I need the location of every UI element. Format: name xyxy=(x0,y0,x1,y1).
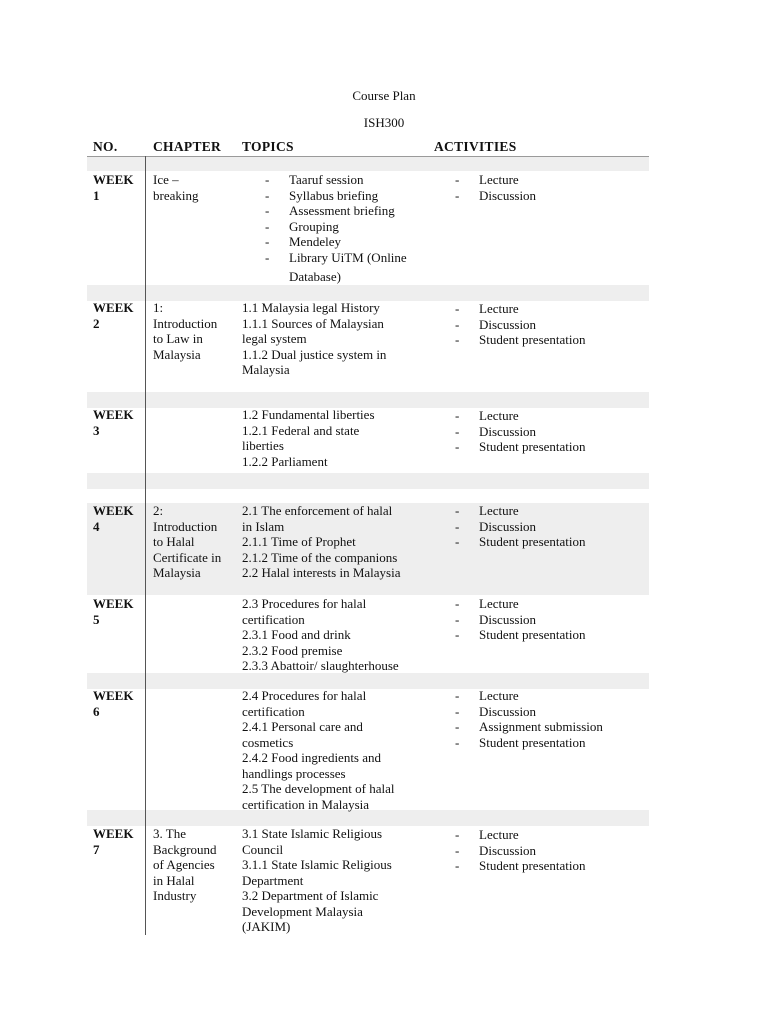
activity-item: - Lecture xyxy=(455,503,586,519)
topics-cell: 2.1 The enforcement of halal in Islam 2.1.1 Time of Prophet 2.1.2 Time of the companions 2.2 Halal interests in Malaysia xyxy=(242,503,401,580)
chapter-cell: 1: Introduction to Law in Malaysia xyxy=(153,300,218,362)
topic-item: - Taaruf session xyxy=(265,172,407,188)
header-activities: ACTIVITIES xyxy=(434,139,517,154)
topics-cell: 2.3 Procedures for halal certification 2.3.1 Food and drink 2.3.2 Food premise 2.3.3 Abattoir/ slaughterhouse xyxy=(242,596,399,673)
topics-cell: 1.1 Malaysia legal History 1.1.1 Sources of Malaysian legal system 1.1.2 Dual justice system in Malaysia xyxy=(242,300,387,377)
activity-item: - Lecture xyxy=(455,827,586,843)
activity-item: - Student presentation xyxy=(455,439,586,455)
column-divider xyxy=(145,156,146,935)
topic-item: - Syllabus briefing xyxy=(265,188,407,204)
activity-item: - Student presentation xyxy=(455,534,586,550)
activities-list xyxy=(455,503,586,550)
activity-item: - Assignment submission xyxy=(455,719,603,735)
activity-item: - Lecture xyxy=(455,408,586,424)
topic-continuation: Database) xyxy=(289,269,341,284)
activity-item: - Student presentation xyxy=(455,332,586,348)
activity-item: - Discussion xyxy=(455,704,603,720)
activity-item: - Lecture xyxy=(455,688,603,704)
activities-list xyxy=(455,172,536,203)
week-label: WEEK 6 xyxy=(93,688,134,719)
document-title: Course Plan xyxy=(352,88,416,103)
activity-item: - Discussion xyxy=(455,317,586,333)
row-separator xyxy=(87,157,649,171)
activity-item: - Discussion xyxy=(455,519,586,535)
topic-item: - Mendeley xyxy=(265,234,407,250)
week-label: WEEK 1 xyxy=(93,172,134,203)
week-label: WEEK 7 xyxy=(93,826,134,857)
topics-cell: 3.1 State Islamic Religious Council 3.1.1 State Islamic Religious Department 3.2 Department of Islamic Development Malaysia (JAKIM) xyxy=(242,826,392,934)
activities-list xyxy=(455,408,586,455)
header-chapter: CHAPTER xyxy=(153,139,222,154)
week-label: WEEK 5 xyxy=(93,596,134,627)
activity-item: - Lecture xyxy=(455,172,536,188)
topic-item: - Assessment briefing xyxy=(265,203,407,219)
topics-cell: 2.4 Procedures for halal certification 2.4.1 Personal care and cosmetics 2.4.2 Food ingredients and handlings processes 2.5 The development of halal certification in Malaysia xyxy=(242,688,395,812)
topic-item: - Grouping xyxy=(265,219,407,235)
activity-item: - Lecture xyxy=(455,301,586,317)
activity-item: - Student presentation xyxy=(455,735,603,751)
chapter-cell: Ice – breaking xyxy=(153,172,199,203)
course-code: ISH300 xyxy=(363,115,405,130)
activity-item: - Student presentation xyxy=(455,627,586,643)
topics-bullet-list xyxy=(265,172,407,265)
activity-item: - Discussion xyxy=(455,843,586,859)
activities-list xyxy=(455,301,586,348)
activity-item: - Discussion xyxy=(455,612,586,628)
chapter-cell: 2: Introduction to Halal Certificate in Malaysia xyxy=(153,503,222,580)
activity-item: - Discussion xyxy=(455,188,536,204)
row-separator xyxy=(87,285,649,301)
week-label: WEEK 3 xyxy=(93,407,134,438)
topics-cell: 1.2 Fundamental liberties 1.2.1 Federal and state liberties 1.2.2 Parliament xyxy=(242,407,375,469)
header-no: NO. xyxy=(93,139,118,154)
row-separator xyxy=(87,473,649,489)
activities-list xyxy=(455,688,603,750)
row-separator xyxy=(87,673,649,689)
header-topics: TOPICS xyxy=(242,139,294,154)
activity-item: - Student presentation xyxy=(455,858,586,874)
chapter-cell: 3. The Background of Agencies in Halal Industry xyxy=(153,826,217,903)
activity-item: - Lecture xyxy=(455,596,586,612)
topic-item: - Library UiTM (Online xyxy=(265,250,407,266)
activity-item: - Discussion xyxy=(455,424,586,440)
week-label: WEEK 2 xyxy=(93,300,134,331)
row-separator xyxy=(87,810,649,826)
activities-list xyxy=(455,596,586,643)
week-label: WEEK 4 xyxy=(93,503,134,534)
row-separator xyxy=(87,392,649,408)
activities-list xyxy=(455,827,586,874)
